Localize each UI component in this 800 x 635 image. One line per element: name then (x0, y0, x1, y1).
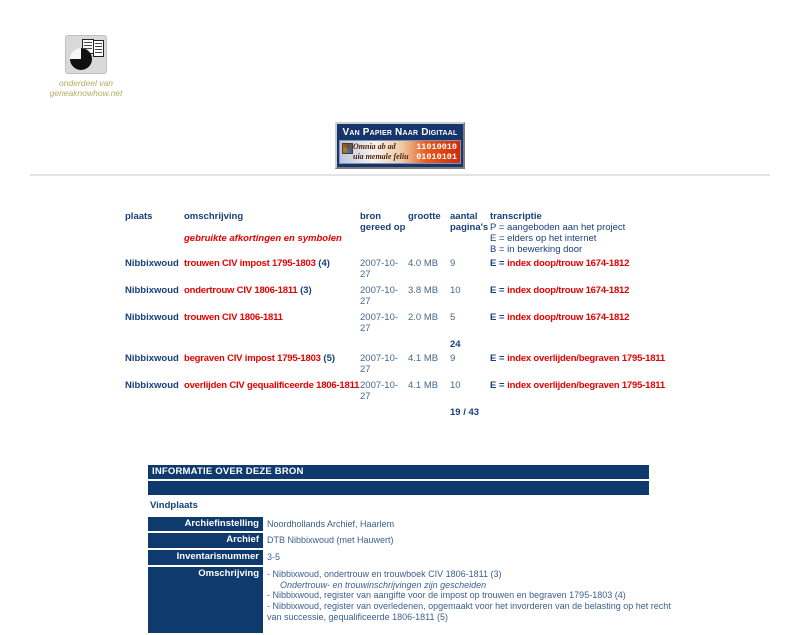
table-header-row (125, 211, 665, 255)
pie-chart-icon (70, 48, 92, 70)
logo-caption-line1[interactable]: onderdeel van (59, 78, 113, 88)
cell-size: 4.1 MB (408, 380, 439, 391)
cell-plaats: Nibbixwoud (125, 380, 179, 391)
illuminated-initial-icon (342, 143, 353, 154)
logo-caption-line2[interactable]: geneaknowhow.net (49, 88, 123, 98)
geneaknowhow-logo[interactable] (38, 35, 134, 98)
column-header-aantal-paginas: aantal pagina's (450, 211, 489, 233)
subtotal-row (125, 339, 665, 350)
transcription-code: E = (490, 312, 508, 323)
record-link[interactable]: begraven CIV impost 1795-1803 (184, 353, 321, 364)
cell-pages: 9 (450, 258, 456, 269)
source-info-panel (148, 465, 671, 635)
table-row (125, 380, 665, 402)
record-link[interactable]: overlijden CIV gequalificeerde 1806-1811 (184, 380, 360, 391)
column-header-plaats: plaats (125, 211, 153, 222)
table-row (125, 258, 665, 280)
cell-size: 2.0 MB (408, 312, 439, 323)
table-row (125, 285, 665, 307)
record-link[interactable]: trouwen CIV 1806-1811 (184, 312, 283, 323)
field-label: Archief (148, 533, 263, 548)
info-panel-spacer-bar (148, 481, 649, 495)
column-header-transcriptie: transcriptie (490, 211, 542, 222)
record-suffix: (4) (315, 258, 330, 269)
binary-digits: 11010010 01010101 (416, 142, 457, 162)
cell-size: 4.0 MB (408, 258, 439, 269)
omschrijving-line: - Nibbixwoud, register van aangifte voor de impost op trouwen en begraven 1795-1803 (4) (267, 590, 626, 601)
cell-pages: 10 (450, 285, 461, 296)
subtotal-pages: 24 (450, 339, 461, 350)
field-value: 3-5 (267, 552, 281, 563)
field-label: Archiefinstelling (148, 517, 263, 532)
documents-pie-icon[interactable] (65, 35, 107, 74)
records-table (125, 211, 665, 421)
legend-b: B = in bewerking door (490, 244, 583, 255)
field-row-inventarisnummer (148, 550, 649, 565)
cell-date: 2007-10-27 (360, 312, 399, 334)
total-row (125, 407, 665, 418)
cell-date: 2007-10-27 (360, 353, 399, 375)
record-suffix: (5) (320, 353, 336, 364)
transcription-code: E = (490, 380, 508, 391)
field-value: Noordhollands Archief, Haarlem (267, 518, 395, 529)
field-label: Omschrijving (148, 567, 263, 633)
transcription-link[interactable]: index doop/trouw 1674-1812 (507, 312, 630, 323)
column-header-grootte: grootte (408, 211, 441, 222)
transcription-link[interactable]: index doop/trouw 1674-1812 (507, 258, 630, 269)
manuscript-text: Omnia ab ad uia memale feliu (353, 142, 409, 161)
column-header-bron-gereed-op: bron gereed op (360, 211, 406, 233)
cell-plaats: Nibbixwoud (125, 285, 179, 296)
record-link[interactable]: trouwen CIV impost 1795-1803 (184, 258, 316, 269)
cell-pages: 9 (450, 353, 456, 364)
table-row (125, 312, 665, 334)
record-link[interactable]: ondertrouw CIV 1806-1811 (184, 285, 298, 296)
cell-size: 3.8 MB (408, 285, 439, 296)
cell-date: 2007-10-27 (360, 380, 399, 402)
cell-pages: 5 (450, 312, 456, 323)
field-value: DTB Nibbixwoud (met Hauwert) (267, 535, 394, 546)
cell-plaats: Nibbixwoud (125, 353, 179, 364)
column-header-omschrijving: omschrijving (184, 211, 244, 222)
banner-artwork (339, 140, 461, 164)
document-icon (93, 40, 104, 57)
omschrijving-line: - Nibbixwoud, register van overledenen, opgemaakt voor het invorderen van de belasting op het recht (267, 600, 671, 611)
omschrijving-line: - Nibbixwoud, ondertrouw en trouwboek CIV 1806-1811 (3) (267, 568, 502, 579)
legend-e: E = elders op het internet (490, 233, 597, 244)
omschrijving-line-clipped: van successie, gequalificeerde 1806-1811 (5) (267, 611, 448, 622)
cell-size: 4.1 MB (408, 353, 439, 364)
cell-plaats: Nibbixwoud (125, 258, 179, 269)
cell-plaats: Nibbixwoud (125, 312, 179, 323)
banner-title: Van Papier Naar Digitaal (342, 127, 458, 138)
info-panel-title: INFORMATIE OVER DEZE BRON (152, 466, 304, 477)
field-row-archiefinstelling (148, 517, 649, 532)
field-label: Inventarisnummer (148, 550, 263, 565)
transcription-code: E = (490, 353, 508, 364)
transcription-code: E = (490, 258, 508, 269)
legend-p: P = aangeboden aan het project (490, 222, 626, 233)
omschrijving-line-note: Ondertrouw- en trouwinschrijvingen zijn gescheiden (280, 579, 487, 590)
horizontal-divider (30, 174, 770, 176)
table-row (125, 353, 665, 375)
transcription-link[interactable]: index overlijden/begraven 1795-1811 (507, 380, 665, 391)
total-pages: 19 / 43 (450, 407, 480, 418)
field-row-archief (148, 533, 649, 548)
site-banner[interactable] (335, 122, 465, 169)
cell-date: 2007-10-27 (360, 285, 399, 307)
transcription-link[interactable]: index overlijden/begraven 1795-1811 (507, 353, 665, 364)
transcription-code: E = (490, 285, 508, 296)
transcription-link[interactable]: index doop/trouw 1674-1812 (507, 285, 630, 296)
cell-pages: 10 (450, 380, 461, 391)
cell-date: 2007-10-27 (360, 258, 399, 280)
record-suffix: (3) (297, 285, 312, 296)
vindplaats-section-label: Vindplaats (150, 500, 198, 511)
abbreviations-link[interactable]: gebruikte afkortingen en symbolen (184, 233, 342, 244)
